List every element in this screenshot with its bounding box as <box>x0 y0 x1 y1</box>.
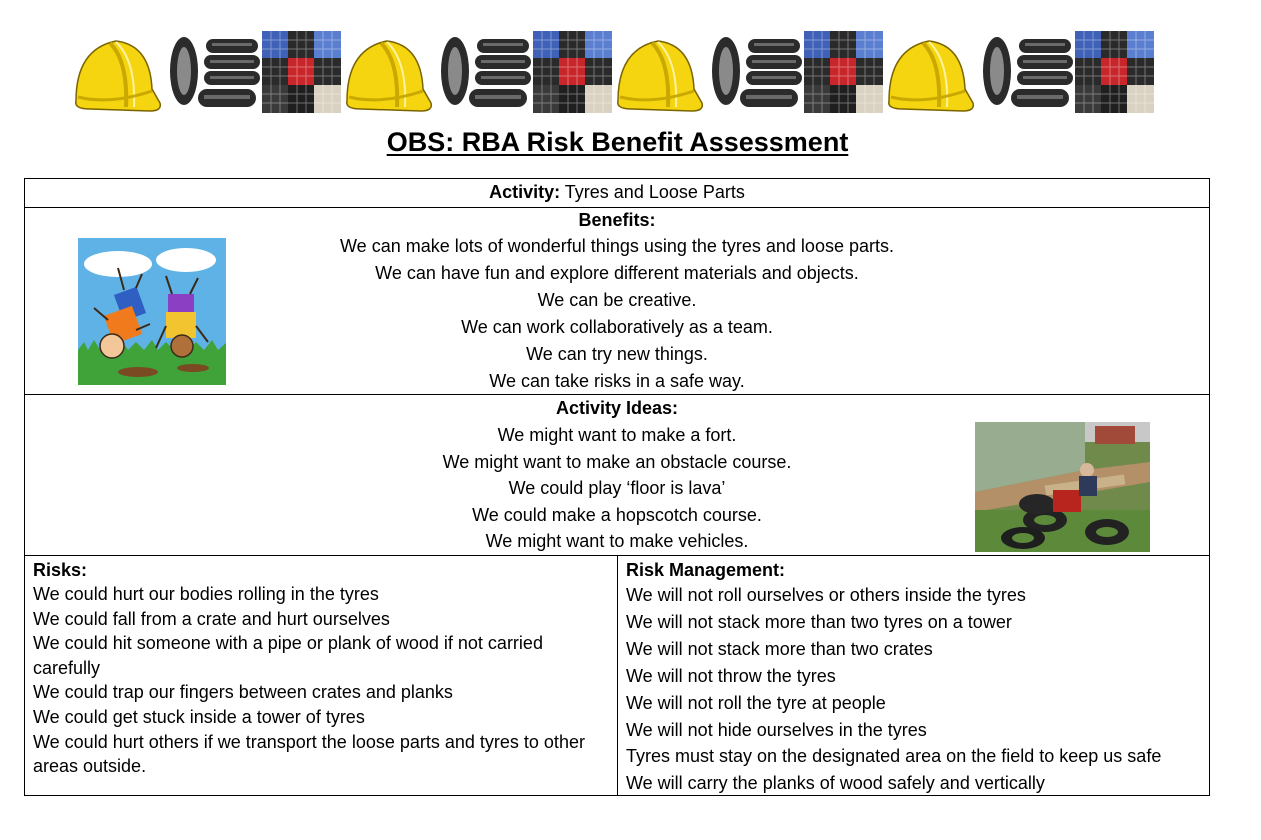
risk-item: We could get stuck inside a tower of tyres <box>33 706 365 727</box>
management-item: We will not stack more than two crates <box>626 638 933 659</box>
idea-item: We could make a hopscotch course. <box>472 504 762 525</box>
crate-stack-icon <box>804 31 883 113</box>
management-item: We will not hide ourselves in the tyres <box>626 719 927 740</box>
risk-item: We could fall from a crate and hurt ourselves <box>33 608 390 629</box>
banner-group <box>883 31 1154 113</box>
benefit-item: We can make lots of wonderful things using the tyres and loose parts. <box>340 236 894 256</box>
hard-hat-icon <box>70 31 162 113</box>
activity-label: Activity: <box>489 182 561 202</box>
management-item: We will not throw the tyres <box>626 665 836 686</box>
management-heading: Risk Management: <box>626 560 786 580</box>
ideas-heading: Activity Ideas: <box>555 398 679 418</box>
management-item: We will not roll the tyre at people <box>626 692 886 713</box>
banner-group <box>341 31 612 113</box>
management-item: Tyres must stay on the designated area on the field to keep us safe <box>626 746 1162 767</box>
tyre-stack-icon <box>975 31 1075 113</box>
risk-management-column <box>618 555 1209 795</box>
risk-item: We could trap our fingers between crates and planks <box>33 682 453 703</box>
risks-column <box>25 555 618 795</box>
benefit-item: We can have fun and explore different materials and objects. <box>375 263 859 283</box>
activity-ideas-row <box>25 394 1209 556</box>
tyre-play-photo <box>975 422 1150 552</box>
benefits-block <box>25 207 1209 395</box>
benefits-heading: Benefits: <box>578 210 656 230</box>
crate-stack-icon <box>533 31 612 113</box>
crate-stack-icon <box>1075 31 1154 113</box>
assessment-table <box>24 178 1210 796</box>
risks-row <box>25 555 1209 795</box>
risk-item: We could hit someone with a pipe or plank of wood if not carried carefully <box>33 633 543 678</box>
idea-item: We might want to make an obstacle course. <box>442 451 792 472</box>
idea-item: We might want to make a fort. <box>497 425 737 445</box>
hard-hat-icon <box>612 31 704 113</box>
tyre-stack-icon <box>704 31 804 113</box>
banner-group <box>612 31 883 113</box>
risks-heading: Risks: <box>33 560 88 580</box>
benefit-item: We can take risks in a safe way. <box>489 371 745 391</box>
header-banner <box>70 31 1165 113</box>
management-item: We will not stack more than two tyres on a tower <box>626 611 1012 632</box>
benefit-item: We can be creative. <box>537 290 697 310</box>
tyre-stack-icon <box>433 31 533 113</box>
idea-item: We might want to make vehicles. <box>485 531 749 552</box>
benefits-row <box>25 207 1209 395</box>
risk-item: We could hurt others if we transport the loose parts and tyres to other areas outside. <box>33 731 585 777</box>
management-item: We will carry the planks of wood safely and vertically <box>626 773 1045 794</box>
activity-row <box>25 179 1209 208</box>
risk-item: We could hurt our bodies rolling in the tyres <box>33 584 379 604</box>
benefit-item: We can work collaboratively as a team. <box>461 317 773 337</box>
tyre-stack-icon <box>162 31 262 113</box>
idea-item: We could play ‘floor is lava’ <box>508 478 726 499</box>
hard-hat-icon <box>341 31 433 113</box>
banner-group <box>70 31 341 113</box>
crate-stack-icon <box>262 31 341 113</box>
hard-hat-icon <box>883 31 975 113</box>
activity-value: Tyres and Loose Parts <box>560 182 745 202</box>
page-title: OBS: RBA Risk Benefit Assessment <box>386 127 849 157</box>
management-item: We will not roll ourselves or others inside the tyres <box>626 585 1026 605</box>
benefit-item: We can try new things. <box>526 344 708 364</box>
activity-line <box>25 179 1209 206</box>
